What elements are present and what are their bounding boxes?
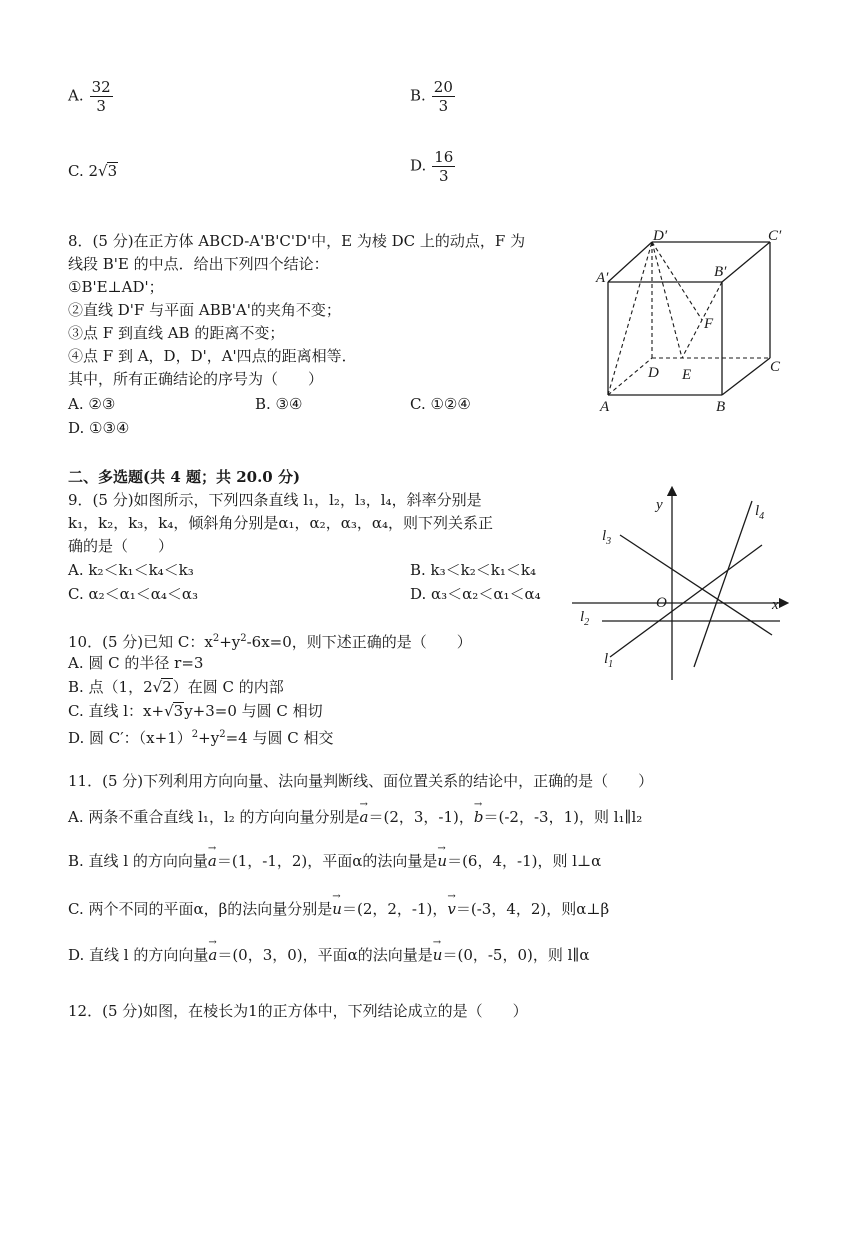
q9-option-c: C. α₂＜α₁＜α₄＜α₃	[68, 585, 199, 603]
label-a-prime: A′	[596, 270, 609, 286]
q7-option-d: D. $\frac{16}{3}$	[410, 148, 454, 185]
label-o: O	[656, 595, 667, 611]
q11-stem: 11．(5 分)下列利用方向向量、法向量判断线、面位置关系的结论中，正确的是（ ）	[68, 772, 654, 790]
q8-ask: 其中，所有正确结论的序号为（ ）	[68, 370, 324, 388]
label-b: B	[716, 399, 726, 415]
label-y: y	[656, 497, 663, 513]
edge-bc-top	[722, 242, 770, 282]
q8-statement-2: ②直线 D'F 与平面 ABB'A'的夹角不变；	[68, 301, 341, 319]
edge-ad-bottom	[608, 358, 652, 395]
label-d-prime: D′	[653, 228, 668, 244]
segment-b-prime-e	[682, 282, 722, 358]
label-l2: $l_2$	[580, 609, 590, 628]
section-heading: 二、多选题(共 4 题；共 20.0 分)	[68, 468, 301, 486]
q9-line-2: k₁，k₂，k₃，k₄，倾斜角分别是α₁，α₂，α₃，α₄，则下列关系正	[68, 514, 493, 532]
fraction: $\frac{20}{3}$	[433, 78, 453, 115]
q11-option-b: B. 直线 l 的方向向量→ a＝(1，-1，2)，平面α的法向量是→ u＝(6，4，-1)，则 l⊥α	[68, 850, 601, 872]
q10-option-d: D. 圆 C′：$(x+1)^2+y^2=4$ 与圆 C 相交	[68, 729, 334, 747]
label-c: C	[770, 359, 781, 375]
q9-option-a: A. k₂＜k₁＜k₄＜k₃	[68, 561, 194, 579]
q11-option-c: C. 两个不同的平面α，β的法向量分别是→ u＝(2，2，-1)，→ v＝(-3，4，2)，则α⊥β	[68, 898, 609, 920]
q8-statement-4: ④点 F 到 A，D，D'，A'四点的距离相等．	[68, 347, 357, 365]
q8-statement-3: ③点 F 到直线 AB 的距离不变；	[68, 324, 285, 342]
fraction: $\frac{16}{3}$	[434, 148, 454, 185]
q9-line-3: 确的是（ ）	[68, 537, 174, 555]
q10-option-c: C. 直线 l：x+√3y+3=0 与圆 C 相切	[68, 702, 323, 720]
q7-option-b: B. $\frac{20}{3}$	[410, 78, 453, 115]
q8-option-b: B. ③④	[255, 395, 303, 413]
label-f: F	[704, 316, 714, 332]
q8-option-d: D. ①③④	[68, 419, 130, 437]
label-d: D	[648, 365, 659, 381]
segment-d-prime-f	[652, 242, 702, 320]
fraction: $\frac{32}{3}$	[91, 78, 111, 115]
q9-line-1: 9．(5 分)如图所示，下列四条直线 l₁，l₂，l₃，l₄，斜率分别是	[68, 491, 482, 509]
label-c-prime: C′	[768, 228, 782, 244]
edge-ad-top	[608, 242, 652, 282]
q8-statement-1: ①B'E⊥AD'；	[68, 278, 164, 296]
line-l4	[694, 501, 752, 667]
q9-option-b: B. k₃＜k₂＜k₁＜k₄	[410, 561, 536, 579]
q8-line-2: 线段 B'E 的中点．给出下列四个结论：	[68, 255, 329, 273]
q8-option-c: C. ①②④	[410, 395, 471, 413]
q11-option-d: D. 直线 l 的方向向量→ a＝(0，3，0)，平面α的法向量是→ u＝(0，-5，0)，则 l∥α	[68, 944, 590, 966]
label-l1: $l_1$	[604, 651, 614, 670]
line-l1	[610, 545, 762, 657]
label-a: A	[600, 399, 610, 415]
q8-option-a: A. ②③	[68, 395, 116, 413]
lines-figure	[572, 485, 790, 685]
edge-bc-bottom	[722, 358, 770, 395]
cube-figure	[590, 228, 800, 423]
label-x: x	[772, 597, 779, 613]
label-e: E	[682, 367, 692, 383]
q11-option-a: A. 两条不重合直线 l₁，l₂ 的方向向量分别是→ a＝(2，3，-1)，→ b＝(-2，-3，1)，则 l₁∥l₂	[68, 806, 642, 828]
q12-stem: 12．(5 分)如图，在棱长为1的正方体中，下列结论成立的是（ ）	[68, 1002, 528, 1020]
label-l3: $l_3$	[602, 528, 612, 547]
q7-option-c: C. 2√3	[68, 162, 118, 180]
q8-line-1: 8．(5 分)在正方体 ABCD-A'B'C'D'中，E 为棱 DC 上的动点，F 为	[68, 232, 526, 250]
label-b-prime: B′	[714, 264, 727, 280]
label-l4: $l_4$	[755, 503, 765, 522]
q7-option-a: A. $\frac{32}{3}$	[68, 78, 111, 115]
q10-stem: 10．(5 分)已知 C：$x^2+y^2-6x=0$，则下述正确的是（ ）	[68, 633, 472, 651]
line-l3	[620, 535, 772, 635]
segment-ad-prime	[608, 242, 652, 395]
q9-option-d: D. α₃＜α₂＜α₁＜α₄	[410, 585, 541, 603]
q10-option-a: A. 圆 C 的半径 r=3	[68, 654, 204, 672]
q10-option-b: B. 点（1，2√2）在圆 C 的内部	[68, 678, 284, 696]
segment-d-prime-e	[652, 242, 682, 358]
